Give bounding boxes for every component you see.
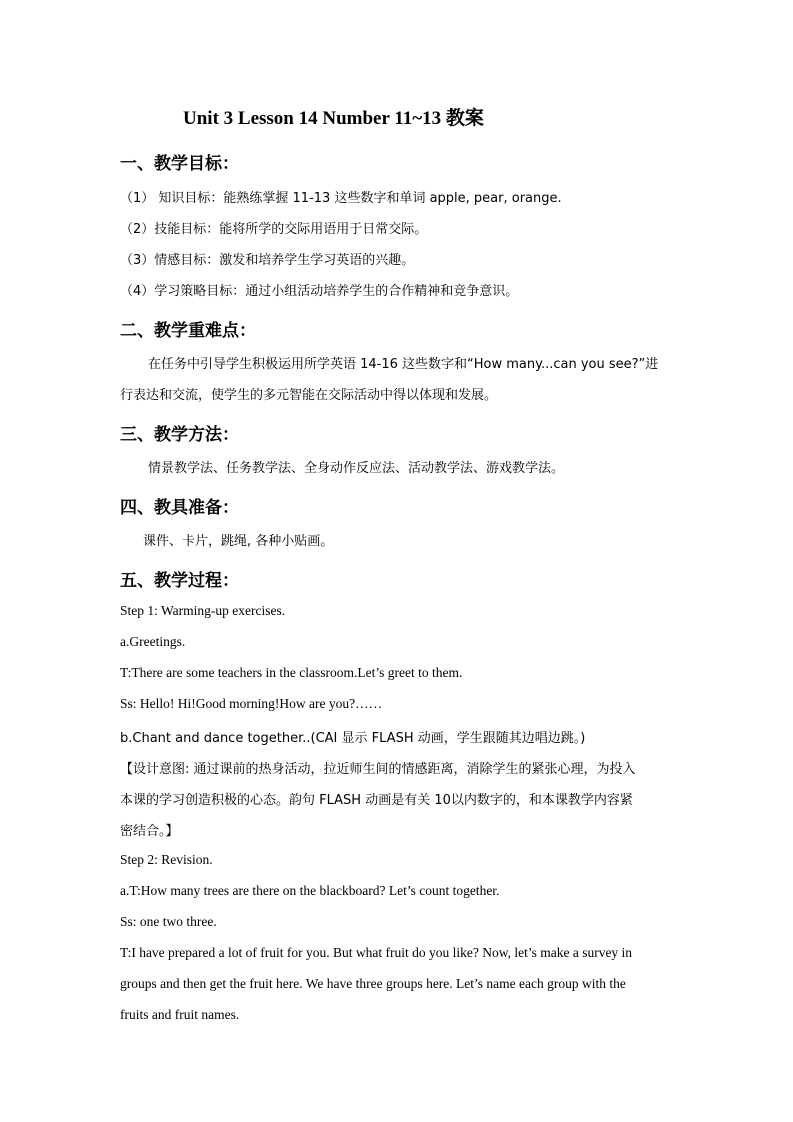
process-line: a.T:How many trees are there on the blackboard? Let’s count together. bbox=[120, 883, 500, 898]
process-line: Step 1: Warming-up exercises. bbox=[120, 603, 286, 618]
design-intent-line: 本课的学习创造积极的心态。韵句 FLASH 动画是有关 10以内数字的，和本课教学内容紧 bbox=[120, 793, 633, 808]
design-intent-line: 密结合。】 bbox=[120, 824, 179, 839]
process-line: T:There are some teachers in the classroom.Let’s greet to them. bbox=[120, 665, 463, 680]
section-heading-key-points: 二、教学重难点： bbox=[120, 321, 256, 341]
section-heading-materials: 四、教具准备： bbox=[120, 498, 239, 518]
design-intent-line: 【设计意图: 通过课前的热身活动，拉近师生间的情感距离，消除学生的紧张心理，为投入 bbox=[120, 762, 636, 777]
objective-item: （4）学习策略目标：通过小组活动培养学生的合作精神和竞争意识。 bbox=[120, 284, 519, 299]
objective-item: （2）技能目标：能将所学的交际用语用于日常交际。 bbox=[120, 222, 428, 237]
process-line: groups and then get the fruit here. We have three groups here. Let’s name each group with the bbox=[120, 976, 626, 991]
process-line: fruits and fruit names. bbox=[120, 1007, 240, 1022]
process-line: T:I have prepared a lot of fruit for you. But what fruit do you like? Now, let’s make a survey in bbox=[120, 945, 633, 960]
process-line: Ss: Hello! Hi!Good morning!How are you?…… bbox=[120, 696, 383, 711]
objective-item: （3）情感目标：激发和培养学生学习英语的兴趣。 bbox=[120, 253, 415, 268]
key-points-line: 在任务中引导学生积极运用所学英语 14-16 这些数字和“How many...can you see?”进 bbox=[148, 357, 659, 372]
methods-text: 情景教学法、任务教学法、全身动作反应法、活动教学法、游戏教学法。 bbox=[148, 461, 565, 476]
process-line: b.Chant and dance together..(CAI 显示 FLASH 动画，学生跟随其边唱边跳。) bbox=[120, 731, 586, 746]
section-heading-objectives: 一、教学目标： bbox=[120, 154, 239, 174]
materials-text: 课件、卡片，跳绳, 各种小贴画。 bbox=[143, 534, 334, 549]
process-line: a.Greetings. bbox=[120, 634, 186, 649]
section-heading-process: 五、教学过程： bbox=[120, 571, 239, 591]
process-line: Ss: one two three. bbox=[120, 914, 217, 929]
key-points-line: 行表达和交流，使学生的多元智能在交际活动中得以体现和发展。 bbox=[120, 388, 498, 403]
page-title: Unit 3 Lesson 14 Number 11~13 教案 bbox=[183, 108, 484, 129]
section-heading-methods: 三、教学方法： bbox=[120, 425, 239, 445]
process-line: Step 2: Revision. bbox=[120, 852, 213, 867]
objective-item: （1） 知识目标：能熟练掌握 11-13 这些数字和单词 apple, pear, orange. bbox=[120, 191, 562, 206]
